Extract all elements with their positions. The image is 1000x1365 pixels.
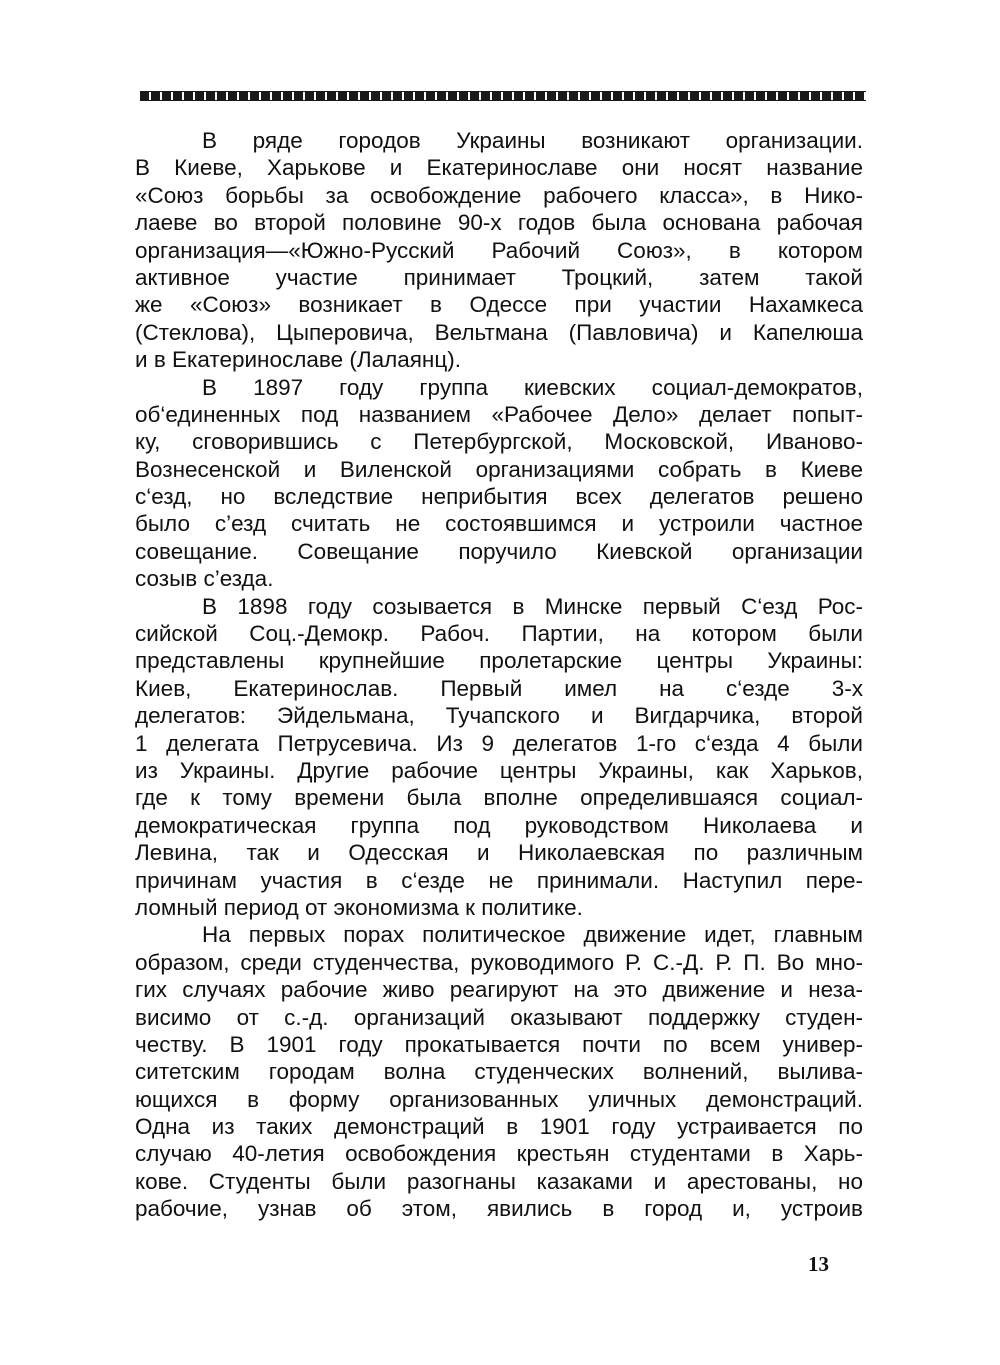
text-line: из Украины. Другие рабочие центры Украины, как Харьков, — [135, 757, 863, 783]
text-line: Киев, Екатеринослав. Первый имел на с‘езде 3-х — [135, 675, 863, 701]
text-line: активное участие принимает Троцкий, затем такой — [135, 264, 863, 290]
text-line: висимо от с.-д. организаций оказывают поддержку студен- — [135, 1004, 863, 1030]
text-line: случаю 40-летия освобождения крестьян студентами в Харь- — [135, 1141, 863, 1167]
text-line: совещание. Совещание поручило Киевской организации — [135, 538, 863, 564]
text-line: На первых порах политическое движение идет, главным — [202, 922, 863, 948]
text-line: (Стеклова), Цыперовича, Вельтмана (Павловича) и Капелюша — [135, 319, 863, 345]
text-line: организация—«Южно-Русский Рабочий Союз», в котором — [135, 237, 863, 263]
text-line: Левина, так и Одесская и Николаевская по различным — [135, 840, 863, 866]
text-line: представлены крупнейшие пролетарские центры Украины: — [135, 648, 863, 674]
text-line: Одна из таких демонстраций в 1901 году устраивается по — [135, 1114, 863, 1140]
paragraph-4 — [135, 921, 863, 1222]
text-line: В Киеве, Харькове и Екатеринославе они носят название — [135, 155, 863, 181]
text-line: об‘единенных под названием «Рабочее Дело» делает попыт- — [135, 401, 863, 427]
text-line: лаеве во второй половине 90-х годов была основана рабочая — [135, 210, 863, 236]
text-line: гих случаях рабочие живо реагируют на это движение и неза- — [135, 977, 863, 1003]
text-line: В 1897 году группа киевских социал-демократов, — [202, 374, 863, 400]
text-line: В ряде городов Украины возникают организации. — [202, 128, 863, 153]
paragraph-3 — [135, 593, 863, 922]
text-line: «Союз борьбы за освобождение рабочего класса», в Нико- — [135, 182, 863, 208]
text-line: же «Союз» возникает в Одессе при участии Нахамкеса — [135, 292, 863, 318]
text-line: ломный период от экономизма к политике. — [135, 894, 583, 920]
text-line: было с’езд считать не состоявшимся и устроили частное — [135, 511, 863, 537]
text-line: демократическая группа под руководством Николаева и — [135, 812, 863, 838]
paragraph-2 — [135, 374, 863, 593]
text-line: рабочие, узнав об этом, явились в город и, устроив — [135, 1196, 863, 1222]
text-line: и в Екатеринославе (Лалаянц). — [135, 347, 461, 373]
decorative-top-rule — [140, 91, 866, 101]
text-line: В 1898 году созывается в Минске первый С‘езд Рос- — [202, 593, 863, 619]
text-line: с‘езд, но вследствие неприбытия всех делегатов решено — [135, 484, 863, 510]
text-line: сийской Соц.-Демокр. Рабоч. Партии, на котором были — [135, 621, 863, 647]
text-line: ющихся в форму организованных уличных демонстраций. — [135, 1086, 863, 1112]
text-line: причинам участия в с‘езде не принимали. Наступил пере- — [135, 867, 863, 893]
text-line: где к тому времени была вполне определившаяся социал- — [135, 785, 863, 811]
text-line: созыв с’езда. — [135, 566, 274, 592]
text-line: честву. В 1901 году прокатывается почти по всем универ- — [135, 1031, 863, 1057]
text-line: образом, среди студенчества, руководимого Р. С.-Д. Р. П. Во мно- — [135, 949, 863, 975]
text-line: Вознесенской и Виленской организациями собрать в Киеве — [135, 456, 863, 482]
paragraph-1 — [135, 127, 863, 374]
text-line: ситетским городам волна студенческих волнений, вылива- — [135, 1059, 863, 1085]
page-number: 13 — [808, 1252, 829, 1276]
text-line: 1 делегата Петрусевича. Из 9 делегатов 1-го с‘езда 4 были — [135, 730, 863, 756]
page-body-text — [135, 127, 863, 1223]
text-line: кове. Студенты были разогнаны казаками и арестованы, но — [135, 1168, 863, 1194]
text-line: ку, сговорившись с Петербургской, Московской, Иваново- — [135, 429, 863, 455]
text-line: делегатов: Эйдельмана, Тучапского и Вигдарчика, второй — [135, 703, 863, 729]
